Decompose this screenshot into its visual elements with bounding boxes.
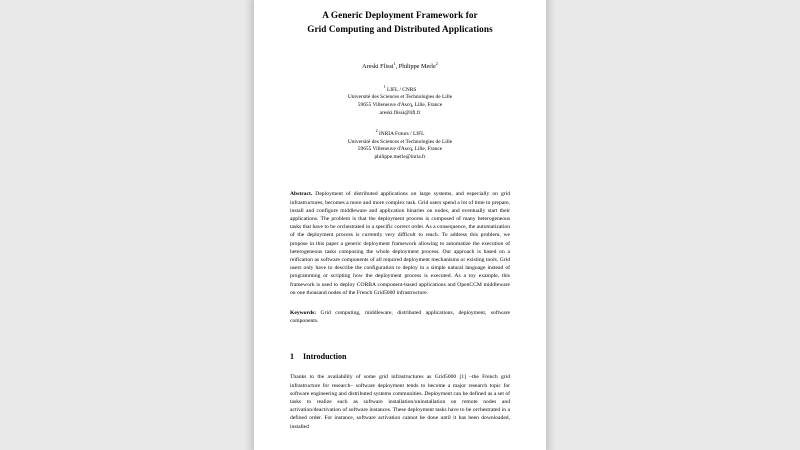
author-list (290, 61, 510, 70)
author-1-name: Areski Flissi (362, 63, 394, 71)
page-right-shadow (546, 0, 556, 450)
title-line-1: A Generic Deployment Framework for (322, 10, 478, 20)
affiliation-2-line-1: INRIA Futurs / LIFL (378, 131, 425, 138)
affiliation-1-line-2: Université des Sciences et Technologies de Lille (347, 94, 453, 101)
affiliation-1-line-1: LIFL / CNRS (386, 86, 417, 93)
affiliation-2-line-3: 59655 Villeneuve d'Ascq, Lille, France (357, 146, 443, 153)
author-2-affiliation-marker: 2 (435, 61, 438, 66)
section-number: 1 (290, 352, 294, 362)
abstract-text: Deployment of distributed applications on large systems, and especially on grid infrastructures, becomes a more and more complex task. Grid users spend a lot of time to prepare, install and configure middleware and application binaries on nodes, and eventually start their applications. The problem is that the deployment process is composed of many heterogeneous tasks that have to be orchestrated in a specific correct order. As a consequence, the automatization of the deployment process is currently very difficult to reach. To address this problem, we propose in this paper a generic deployment framework allowing to automatize the execution of heterogeneous tasks composing the whole deployment process. Our approach is based on a reification as software components of all required deployment mechanisms or existing tools. Grid users only have to describe the configuration to deploy in a simple natural language instead of programming or scripting how the deployment process is executed. As a toy example, this framework is used to deploy CORBA component-based applications and OpenCCM middleware on one thousand nodes of the French Grid5000 infrastructure. (290, 191, 510, 296)
affiliation-2-line-2: Université des Sciences et Technologies de Lille (347, 138, 453, 145)
title-line-2: Grid Computing and Distributed Applications (307, 24, 493, 34)
affiliation-1 (290, 83, 510, 117)
affiliation-2-email: philippe.merle@inria.fr (374, 153, 426, 160)
affiliation-2 (290, 127, 510, 161)
paper-page (254, 0, 546, 450)
page-title (290, 8, 510, 36)
abstract-block (290, 190, 510, 297)
author-separator: , Philippe Merle (395, 63, 436, 71)
keywords-text: Grid computing, middleware, distributed applications, deployment, software components. (290, 310, 510, 325)
affiliation-1-marker: 1 (383, 84, 386, 90)
affiliation-1-email: areski.flissi@lifl.fr (379, 109, 421, 116)
section-heading-introduction (290, 352, 510, 361)
keywords-label: Keywords: (290, 310, 317, 317)
keywords-block (290, 309, 510, 325)
introduction-paragraph: Thanks to the availability of some grid infrastructures as Grid5000 [1] –the French grid infrastructure for research– software deployment tends to become a major research topic for software engineering and distributed systems communities. Deployment can be defined as a set of tasks to realize such as software installation/uninstallation on remote nodes and activation/deactivation of software instances. These deployment tasks have to be orchestrated in a defined order. For instance, software activation cannot be done until it has been downloaded, installed (290, 374, 510, 430)
abstract-label: Abstract. (290, 191, 313, 198)
affiliation-2-marker: 2 (375, 128, 378, 134)
page-left-shadow (244, 0, 254, 450)
author-1-affiliation-marker: 1 (393, 61, 396, 66)
affiliation-1-line-3: 59655 Villeneuve d'Ascq, Lille, France (357, 102, 443, 109)
section-title: Introduction (303, 352, 347, 362)
